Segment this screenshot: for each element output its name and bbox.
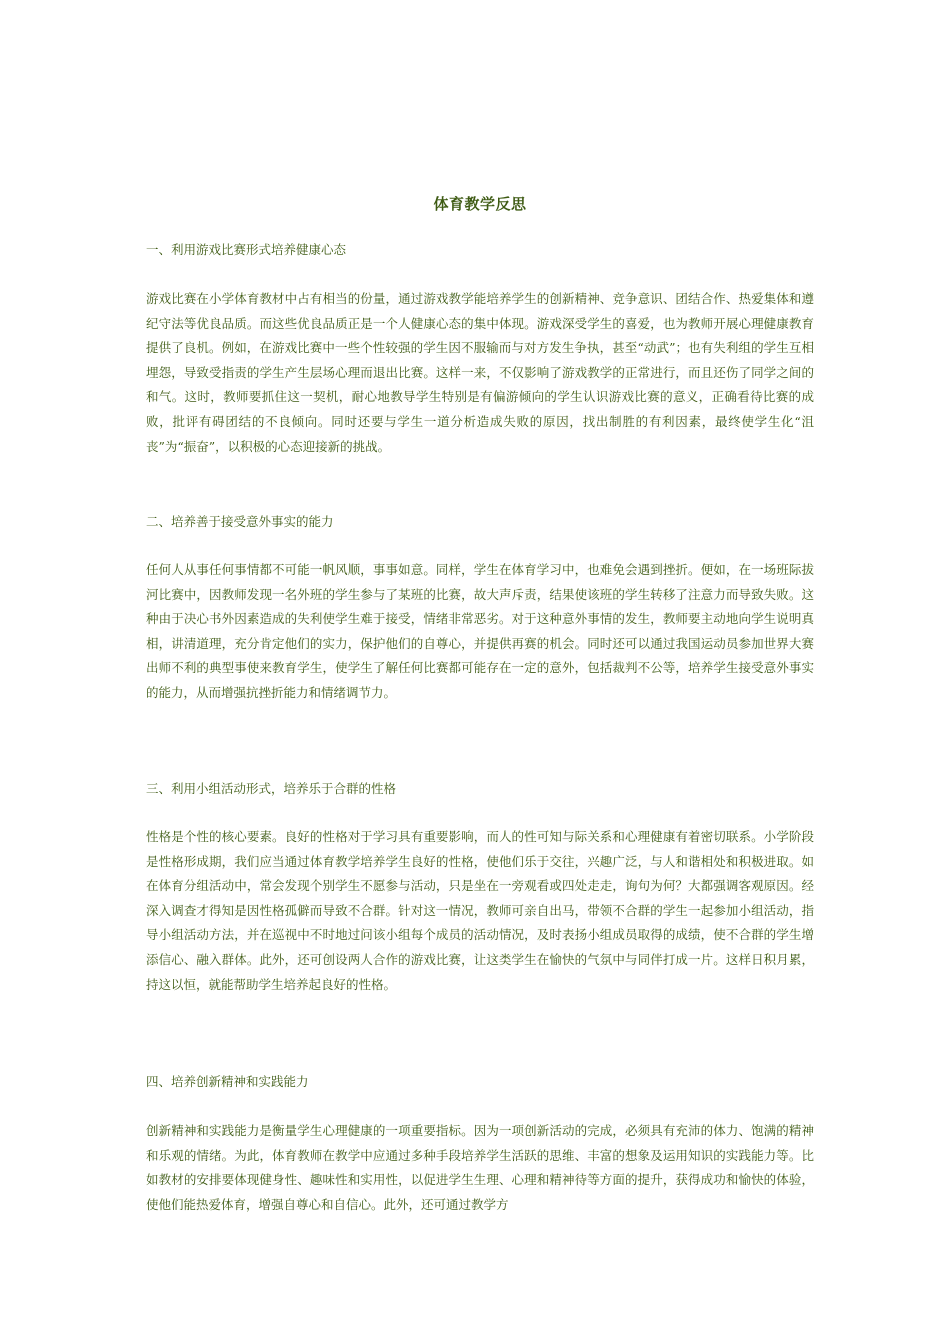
document-title: 体育教学反思 (433, 195, 527, 213)
section-1-heading: 一、利用游戏比赛形式培养健康心态 (146, 242, 347, 257)
section-3-heading: 三、利用小组活动形式，培养乐于合群的性格 (146, 781, 397, 796)
section-4-heading: 四、培养创新精神和实践能力 (146, 1074, 309, 1089)
section-3-body: 性格是个性的核心要素。良好的性格对于学习具有重要影响，而人的性可知与际关系和心理健康有着密切联系。小学阶段是性格形成期，我们应当通过体育教学培养学生良好的性格，使他们乐于交往，兴趣广泛，与人和谐相处和积极进取。如在体育分组活动中，常会发现个别学生不愿参与活动，只是坐在一旁观看或四处走走，询句为何？大都强调客观原因。经深入调查才得知是因性格孤僻而导致不合群。针对这一情况，教师可亲自出马，带领不合群的学生一起参加小组活动，指导小组活动方法，并在巡视中不时地过问该小组每个成员的活动情况，及时表扬小组成员取得的成绩，使不合群的学生增添信心、融入群体。此外，还可创设两人合作的游戏比赛，让这类学生在愉快的气氛中与同伴打成一片。这样日积月累，持这以恒，就能帮助学生培养起良好的性格。 (146, 829, 814, 992)
section-1-body: 游戏比赛在小学体育教材中占有相当的份量，通过游戏教学能培养学生的创新精神、竞争意识、团结合作、热爱集体和遵纪守法等优良品质。而这些优良品质正是一个人健康心态的集中体现。游戏深受学生的喜爱，也为教师开展心理健康教育提供了良机。例如，在游戏比赛中一些个性较强的学生因不服输而与对方发生争执，甚至“动武”；也有失利组的学生互相埋怨，导致受指责的学生产生层场心理而退出比赛。这样一来，不仅影响了游戏教学的正常进行，而且还伤了同学之间的和气。这时，教师要抓住这一契机，耐心地教导学生特别是有偏游倾向的学生认识游戏比赛的意义，正确看待比赛的成败，批评有碍团结的不良倾向。同时还要与学生一道分析造成失败的原因，找出制胜的有利因素，最终使学生化“沮丧”为“振奋”，以积极的心态迎接新的挑战。 (146, 291, 814, 454)
section-2-body: 任何人从事任何事情都不可能一帆风顺，事事如意。同样，学生在体育学习中，也难免会遇到挫折。便如，在一场班际拔河比赛中，因教师发现一名外班的学生参与了某班的比赛，故大声斥责，结果使该班的学生转移了注意力而导致失败。这种由于决心书外因素造成的失利使学生难于接受，情绪非常恶劣。对于这种意外事情的发生，教师要主动地向学生说明真相，讲清道理，充分肯定他们的实力，保护他们的自尊心，并提供再赛的机会。同时还可以通过我国运动员参加世界大赛出师不利的典型事使来教育学生，使学生了解任何比赛都可能存在一定的意外，包括裁判不公等，培养学生接受意外事实的能力，从而增强抗挫折能力和情绪调节力。 (146, 562, 814, 700)
section-4-body: 创新精神和实践能力是衡量学生心理健康的一项重要指标。因为一项创新活动的完成，必须具有充沛的体力、饱满的精神和乐观的情绪。为此，体育教师在教学中应通过多种手段培养学生活跃的思维、丰富的想象及运用知识的实践能力等。比如教材的安排要体现健身性、趣味性和实用性，以促进学生生理、心理和精神待等方面的提升，获得成功和愉快的体验，使他们能热爱体育，增强自尊心和自信心。此外，还可通过教学方 (146, 1123, 814, 1212)
section-2-heading: 二、培养善于接受意外事实的能力 (146, 514, 334, 529)
